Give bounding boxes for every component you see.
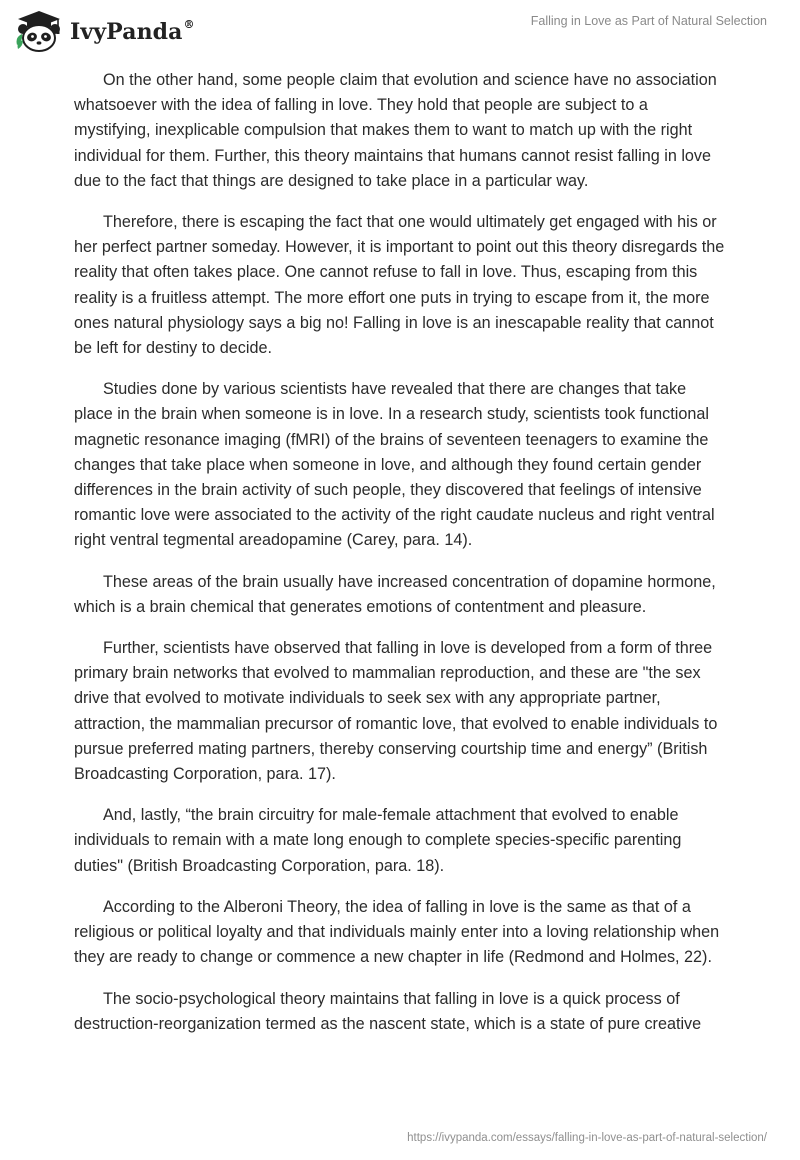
registered-mark: ® [183,18,195,31]
panda-graduate-icon [14,9,64,53]
brand-name: IvyPanda® [70,18,195,45]
ivypanda-logo[interactable] [14,9,195,53]
essay-body [74,68,726,1053]
document-title: Falling in Love as Part of Natural Selection [530,14,767,28]
paragraph: According to the Alberoni Theory, the idea of falling in love is the same as that of a religious or political loyalty and that individuals mainly enter into a loving relationship when they are ready to change or commence a new chapter in life (Redmond and Holmes, 22). [74,897,720,967]
paragraph: These areas of the brain usually have increased concentration of dopamine hormone, which is a brain chemical that generates emotions of contentment and pleasure. [74,572,716,616]
page-header [0,0,800,60]
paragraph: Further, scientists have observed that falling in love is developed from a form of three primary brain networks that evolved to mammalian reproduction, and these are "the sex drive that evolved to motivate individuals to seek sex with any appropriate partner, attraction, the mammalian precursor of romantic love, that evolved to enable individuals to pursue preferred mating partners, thereby conserving courtship time and energy” (British Broadcasting Corporation, para. 17). [74,639,718,784]
paragraph: And, lastly, “the brain circuitry for male-female attachment that evolved to enable individuals to remain with a mate long enough to complete species-specific parenting duties" (British Broadcasting Corporation, para. 18). [74,806,682,875]
source-url[interactable]: https://ivypanda.com/essays/falling-in-love-as-part-of-natural-selection/ [407,1132,767,1144]
paragraph: Studies done by various scientists have revealed that there are changes that take place in the brain when someone is in love. In a research study, scientists took functional magnetic resonance imaging (fMRI) of the brains of seventeen teenagers to examine the changes that take place when someone in love, and although they found certain gender differences in the brain activity of such people, they discovered that feelings of intensive romantic love were associated to the activity of the right caudate nucleus and right ventral right ventral tegmental areadopamine (Carey, para. 14). [74,380,715,550]
paragraph: On the other hand, some people claim that evolution and science have no association whatsoever with the idea of falling in love. They hold that people are subject to a mystifying, inexplicable compulsion that makes them to want to match up with the right individual for them. Further, this theory maintains that humans cannot resist falling in love due to the fact that things are designed to take place in a particular way. [74,71,717,190]
paragraph: The socio-psychological theory maintains that falling in love is a quick process of destruction-reorganization termed as the nascent state, which is a state of pure creative [74,989,702,1033]
paragraph: Therefore, there is escaping the fact that one would ultimately get engaged with his or her perfect partner someday. However, it is important to point out this theory disregards the reality that often takes place. One cannot refuse to fall in love. Thus, escaping from this reality is a fruitless attempt. The more effort one puts in trying to escape from it, the more ones natural physiology says a big no! Falling in love is an inescapable reality that cannot be left for destiny to decide. [74,213,725,358]
